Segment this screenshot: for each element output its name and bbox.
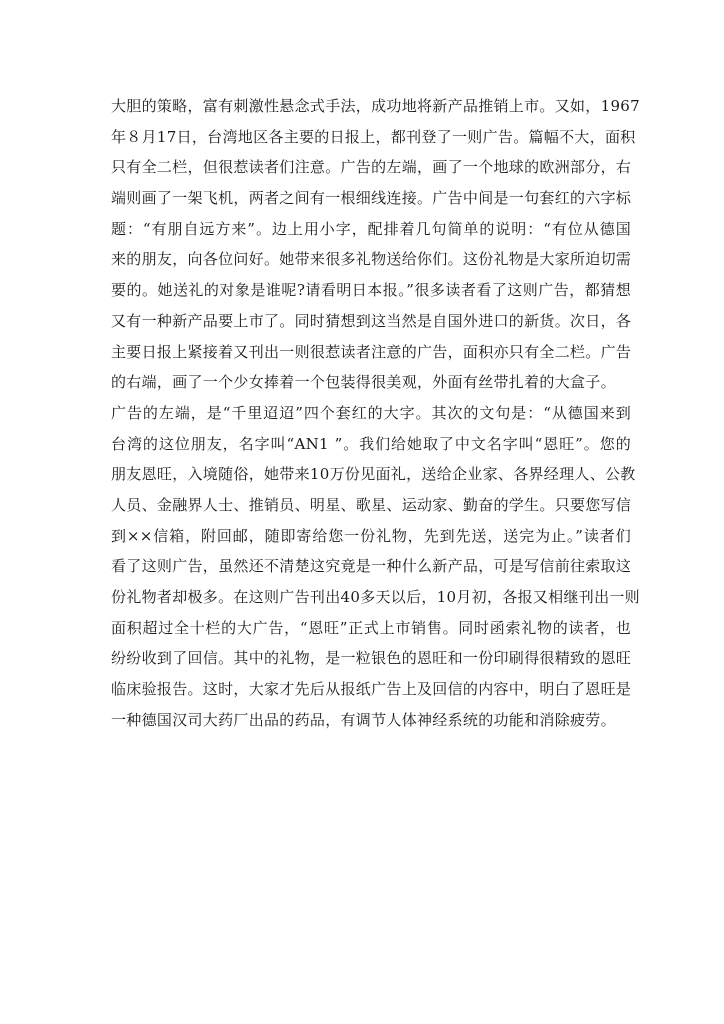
text-line: 大胆的策略，富有刺激性悬念式手法，成功地将新产品推销上市。又如，1967 [111,97,640,115]
text-line: 题：“有朋自远方来”。边上用小字，配排着几句简单的说明：“有位从德国 [111,219,631,238]
text-line: 临床验报告。这时，大家才先后从报纸广告上及回信的内容中，明白了恩旺是 [111,680,632,699]
text-line: 来的朋友，向各位问好。她带来很多礼物送给你们。这份礼物是大家所迫切需 [111,250,632,269]
text-line: 年８月17日，台湾地区各主要的日报上，都刊登了一则广告。篇幅不大，面积 [111,127,636,146]
text-line: 的右端，画了一个少女捧着一个包装得很美观，外面有丝带扎着的大盒子。 [111,373,616,392]
text-line: 要的。她送礼的对象是谁呢?请看明日本报。”很多读者看了这则广告，都猜想 [111,281,631,300]
text-line: 面积超过全十栏的大广告，“恩旺”正式上市销售。同时函索礼物的读者，也 [111,618,631,637]
text-line: 又有一种新产品要上市了。同时猜想到这当然是自国外进口的新货。次日，各 [111,311,632,330]
text-line: 广告的左端，是“千里迢迢”四个套红的大字。其次的文句是：“从德国来到 [111,403,631,422]
text-line: 人员、金融界人士、推销员、明星、歌星、运动家、勤奋的学生。只要您写信 [111,495,632,514]
text-line: 台湾的这位朋友，名字叫“AN1 ”。我们给她取了中文名字叫“恩旺”。您的 [111,434,631,453]
text-line: 份礼物者却极多。在这则广告刊出40多天以后，10月初，各报又相继刊出一则 [111,588,640,606]
text-line: 到××信箱，附回邮，随即寄给您一份礼物，先到先送，送完为止。”读者们 [111,526,631,545]
text-line: 主要日报上紧接着又刊出一则很惹读者注意的广告，面积亦只有全二栏。广告 [111,342,632,361]
text-line: 纷纷收到了回信。其中的礼物，是一粒银色的恩旺和一份印刷得很精致的恩旺 [111,649,632,668]
text-line: 一种德国汉司大药厂出品的药品，有调节人体神经系统的功能和消除疲劳。 [111,710,616,729]
text-line: 只有全二栏，但很惹读者们注意。广告的左端，画了一个地球的欧洲部分，右 [111,158,632,177]
body-paragraph [111,91,640,735]
text-line: 看了这则广告，虽然还不清楚这究竟是一种什么新产品，可是写信前往索取这 [111,557,632,576]
text-line: 端则画了一架飞机，两者之间有一根细线连接。广告中间是一句套红的六字标 [111,189,632,208]
text-line: 朋友恩旺，入境随俗，她带来10万份见面礼，送给企业家、各界经理人、公教 [111,465,636,484]
